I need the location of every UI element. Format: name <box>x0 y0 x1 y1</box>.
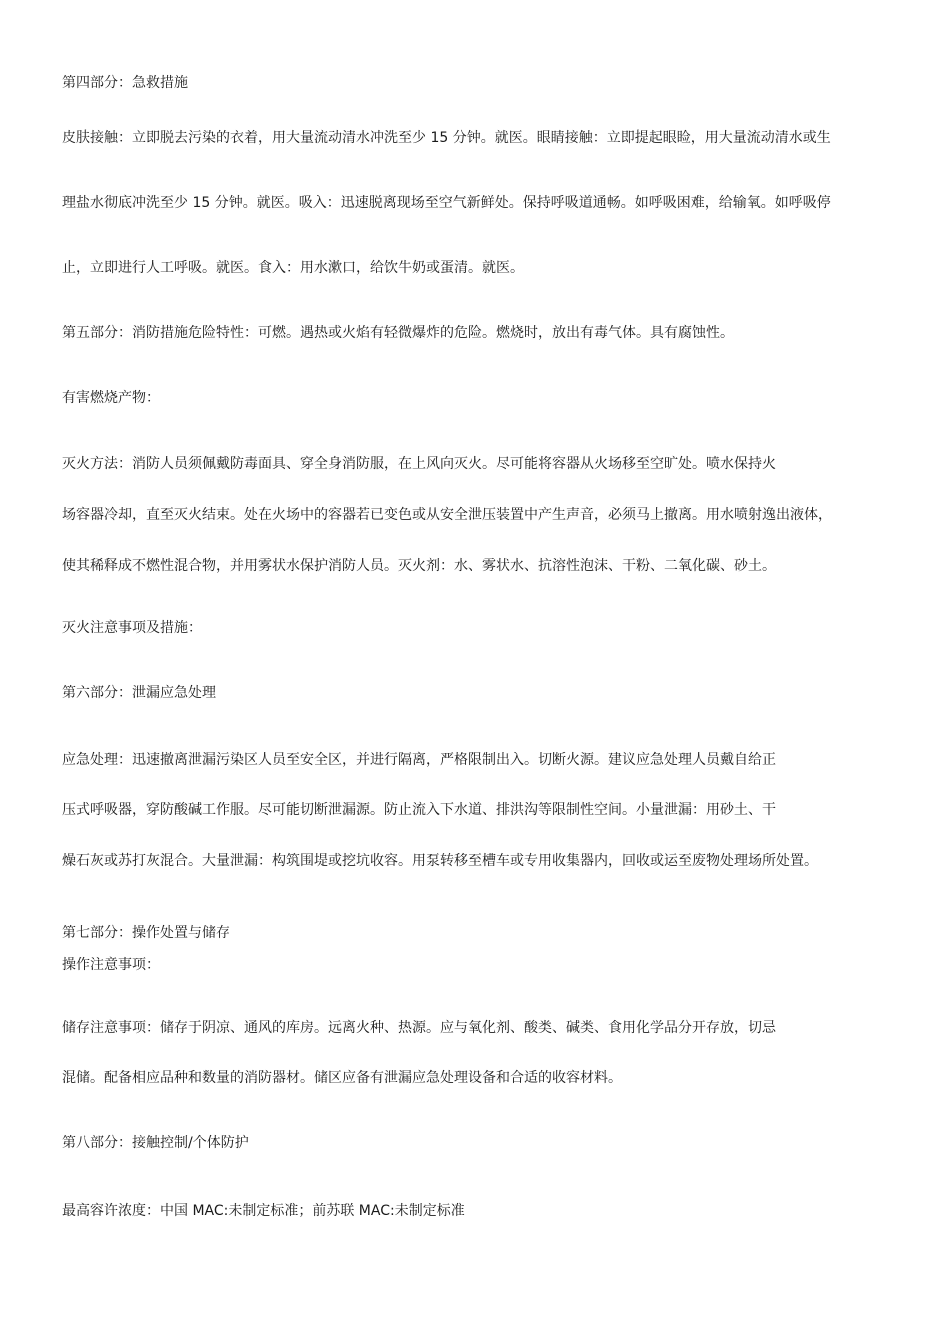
paragraph-line: 皮肤接触：立即脱去污染的衣着，用大量流动清水冲洗至少 15 分钟。就医。眼睛接触：立即提起眼睑，用大量流动清水或生 <box>62 130 831 146</box>
paragraph-line: 理盐水彻底冲洗至少 15 分钟。就医。吸入：迅速脱离现场至空气新鲜处。保持呼吸道通畅。如呼吸困难，给输氧。如呼吸停 <box>62 195 831 211</box>
paragraph-line: 止，立即进行人工呼吸。就医。食入：用水漱口，给饮牛奶或蛋清。就医。 <box>62 260 524 276</box>
paragraph-line: 操作注意事项： <box>62 957 160 973</box>
section-8-heading: 第八部分：接触控制/个体防护 <box>62 1135 249 1151</box>
paragraph-line: 燥石灰或苏打灰混合。大量泄漏：构筑围堤或挖坑收容。用泵转移至槽车或专用收集器内，回收或运至废物处理场所处置。 <box>62 853 818 869</box>
paragraph-line: 压式呼吸器，穿防酸碱工作服。尽可能切断泄漏源。防止流入下水道、排洪沟等限制性空间。小量泄漏：用砂土、干 <box>62 802 776 818</box>
paragraph-line: 使其稀释成不燃性混合物，并用雾状水保护消防人员。灭火剂：水、雾状水、抗溶性泡沫、干粉、二氧化碳、砂土。 <box>62 558 776 574</box>
paragraph-line: 灭火注意事项及措施： <box>62 620 202 636</box>
paragraph-line: 最高容许浓度：中国 MAC:未制定标准；前苏联 MAC:未制定标准 <box>62 1203 465 1219</box>
paragraph-line: 有害燃烧产物： <box>62 390 160 406</box>
section-7-heading: 第七部分：操作处置与储存 <box>62 925 230 941</box>
paragraph-line: 灭火方法：消防人员须佩戴防毒面具、穿全身消防服，在上风向灭火。尽可能将容器从火场移至空旷处。喷水保持火 <box>62 456 776 472</box>
paragraph-line: 混储。配备相应品种和数量的消防器材。储区应备有泄漏应急处理设备和合适的收容材料。 <box>62 1070 622 1086</box>
paragraph-line: 储存注意事项：储存于阴凉、通风的库房。远离火种、热源。应与氧化剂、酸类、碱类、食用化学品分开存放，切忌 <box>62 1020 776 1036</box>
paragraph-line: 场容器冷却，直至灭火结束。处在火场中的容器若已变色或从安全泄压装置中产生声音，必须马上撤离。用水喷射逸出液体， <box>62 507 832 523</box>
section-5-heading: 第五部分：消防措施危险特性：可燃。遇热或火焰有轻微爆炸的危险。燃烧时，放出有毒气体。具有腐蚀性。 <box>62 325 734 341</box>
section-4-heading: 第四部分：急救措施 <box>62 75 188 91</box>
paragraph-line: 应急处理：迅速撤离泄漏污染区人员至安全区，并进行隔离，严格限制出入。切断火源。建议应急处理人员戴自给正 <box>62 752 776 768</box>
section-6-heading: 第六部分：泄漏应急处理 <box>62 685 216 701</box>
